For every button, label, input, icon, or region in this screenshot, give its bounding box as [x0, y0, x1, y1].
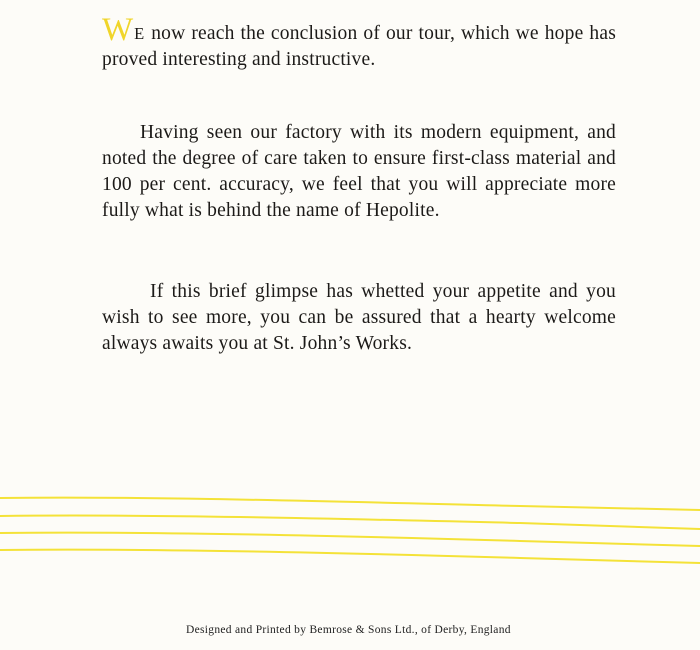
- printer-credit: Designed and Printed by Bemrose & Sons Ltd., of Derby, England: [186, 624, 511, 636]
- decorative-line-1: [0, 498, 700, 510]
- drop-cap-letter: W: [102, 12, 135, 48]
- decorative-line-2: [0, 516, 700, 529]
- paragraph-factory-text: Having seen our factory with its modern equipment, and noted the degree of care taken to ensure first-class material and 100 per cent. accuracy, we feel that you will appreciate more fully what is behind the name of Hepolite.: [102, 122, 616, 221]
- decorative-line-4: [0, 550, 700, 563]
- decorative-lines: [0, 490, 700, 570]
- decorative-line-3: [0, 533, 700, 546]
- paragraph-invitation-text: If this brief glimpse has whetted your appetite and you wish to see more, you can be assured that a hearty welcome always awaits you at St. John’s Works.: [102, 281, 616, 354]
- lead-small-caps: E: [134, 24, 146, 43]
- paragraph-intro: [102, 12, 616, 73]
- paragraph-intro-text: now reach the conclusion of our tour, which we hope has proved interesting and instructive.: [102, 23, 616, 70]
- paragraph-invitation: [102, 279, 616, 357]
- paragraph-factory: [102, 120, 616, 224]
